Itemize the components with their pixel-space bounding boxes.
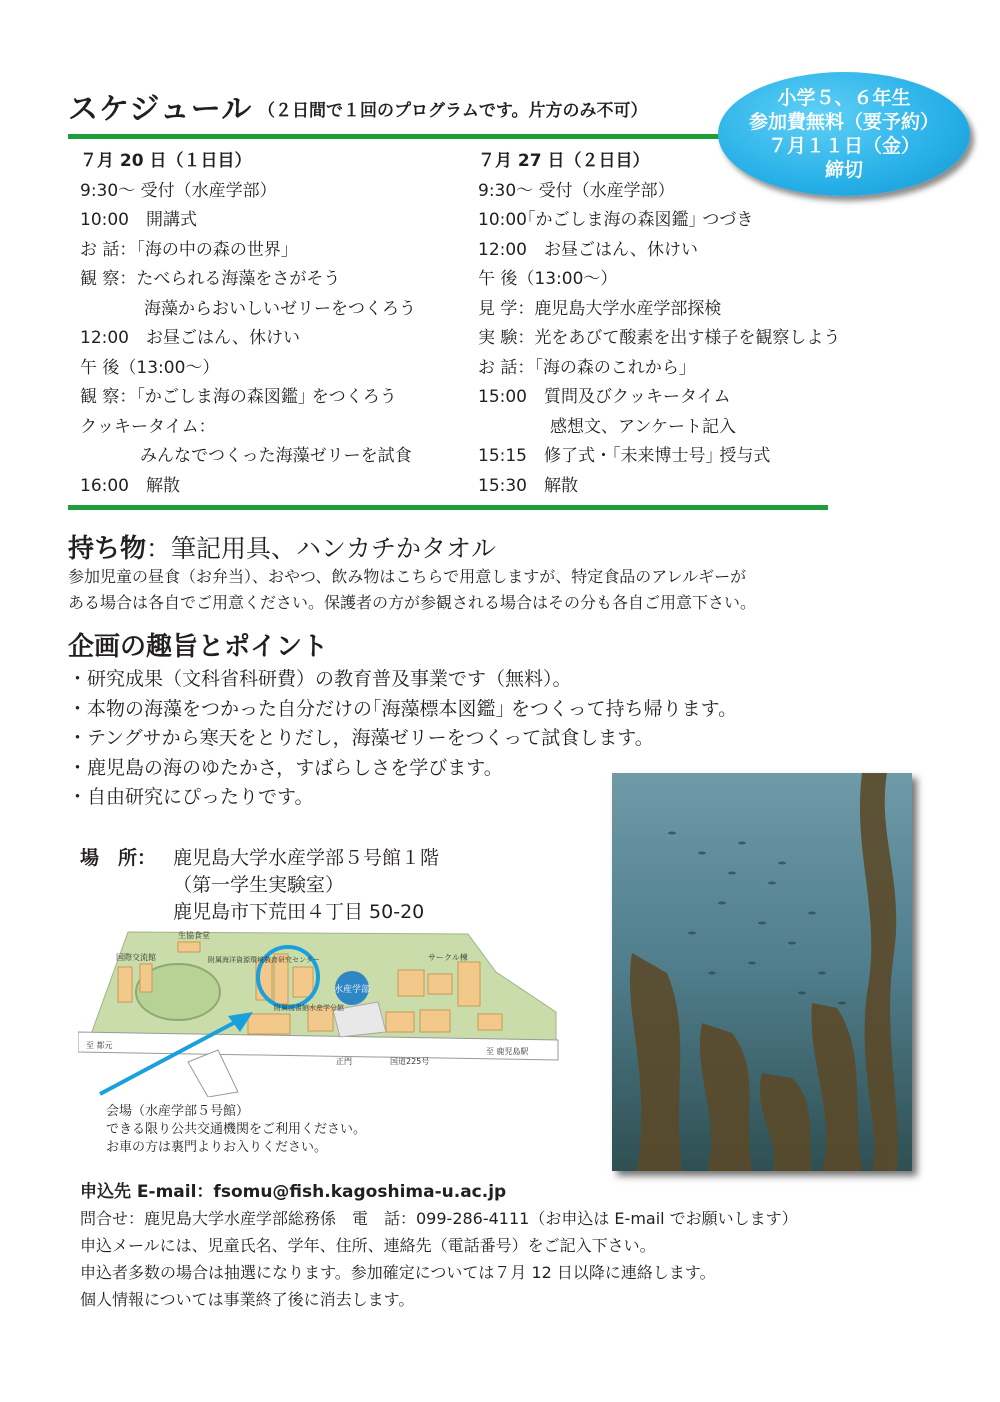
map-note: 会場（水産学部５号館） xyxy=(106,1104,250,1119)
schedule-note: （２日間で１回のプログラムです。片方のみ不可） xyxy=(258,101,648,121)
badge-line: 締切 xyxy=(824,159,863,181)
schedule-row: 9:30～ 受付（水産学部） xyxy=(80,180,277,201)
purpose-bullet: ・自由研究にぴったりです。 xyxy=(68,786,314,808)
map-notes xyxy=(106,1103,366,1157)
campus-map xyxy=(78,922,568,1097)
map-label-station: 至 鹿児島駅 xyxy=(486,1047,529,1056)
bottom-divider xyxy=(68,505,828,510)
schedule-row: 9:30～ 受付（水産学部） xyxy=(478,180,675,201)
map-label-annex: 附属図書館水産学分館 xyxy=(274,1004,344,1012)
schedule-row: 午 後（13:00～） xyxy=(478,269,618,289)
map-note: お車の方は裏門よりお入りください。 xyxy=(106,1140,328,1155)
contact-line: 個人情報については事業終了後に消去します。 xyxy=(80,1290,415,1309)
schedule-row: 15:30 解散 xyxy=(478,475,578,496)
schedule-row: 感想文、アンケート記入 xyxy=(550,416,736,437)
map-label-intl-hall: 国際交流館 xyxy=(116,953,156,962)
schedule-row: 10:00｢かごしま海の森図鑑｣ つづき xyxy=(478,210,754,230)
map-label-cafeteria: 生協食堂 xyxy=(178,931,210,940)
schedule-row: 15:15 修了式・｢未来博士号｣ 授与式 xyxy=(478,446,771,466)
purpose-bullet: ・テングサから寒天をとりだし，海藻ゼリーをつくって試食します。 xyxy=(68,727,654,749)
schedule-row: 16:00 解散 xyxy=(80,475,180,496)
schedule-row: お 話：｢海の森のこれから｣ xyxy=(478,357,688,378)
schedule-row: 12:00 お昼ごはん、休けい xyxy=(478,239,699,260)
schedule-row: みんなでつくった海藻ゼリーを試食 xyxy=(140,446,412,466)
badge-line: 参加費無料（要予約） xyxy=(748,111,939,133)
purpose-bullet: ・研究成果（文科省科研費）の教育普及事業です（無料）。 xyxy=(68,668,572,690)
schedule-row: 午 後（13:00～） xyxy=(80,357,220,378)
map-label-center: 附属海洋資源環境教育研究センター xyxy=(208,956,320,964)
belongings-heading xyxy=(68,528,496,565)
contact-info xyxy=(80,1205,798,1313)
day1-schedule xyxy=(80,147,416,501)
schedule-row: 実 験：光をあびて酸素を出す様子を観察しよう xyxy=(478,328,841,348)
map-note: できる限り公共交通機関をご利用ください。 xyxy=(106,1122,367,1137)
schedule-row: 観 察：たべられる海藻をさがそう xyxy=(80,269,341,289)
schedule-row: クッキータイム： xyxy=(80,416,216,437)
venue-block xyxy=(80,845,439,926)
purpose-bullet: ・本物の海藻をつかった自分だけの｢海藻標本図鑑｣ をつくって持ち帰ります。 xyxy=(68,697,738,720)
schedule-title: スケジュール xyxy=(68,92,253,127)
seaweed-photo xyxy=(612,773,912,1171)
belongings-line: 参加児童の昼食（お弁当）、おやつ、飲み物はこちらで用意しますが、特定食品のアレルギーが xyxy=(68,567,747,586)
purpose-title: 企画の趣旨とポイント xyxy=(68,632,329,662)
venue-label: 場 所： xyxy=(80,847,157,869)
schedule-row: 観 察：｢かごしま海の森図鑑｣ をつくろう xyxy=(80,387,397,407)
schedule-row: 見 学：鹿児島大学水産学部探検 xyxy=(478,298,722,319)
map-label-gate: 正門 xyxy=(336,1057,352,1066)
belongings-title: 持ち物 xyxy=(68,534,147,564)
venue-name: 鹿児島大学水産学部５号館１階 xyxy=(173,847,440,869)
schedule-row: 海藻からおいしいゼリーをつくろう xyxy=(144,298,416,319)
belongings-items: ：筆記用具、ハンカチかタオル xyxy=(146,534,497,563)
schedule-row: 10:00 開講式 xyxy=(80,210,197,230)
purpose-bullet: ・鹿児島の海のゆたかさ，すばらしさを学びます。 xyxy=(68,756,503,779)
badge-line: ７月１１日（金） xyxy=(767,135,920,157)
map-label-fisheries: 水産学部 xyxy=(333,985,371,995)
map-label-circle: サークル棟 xyxy=(428,953,468,962)
day1-heading: ７月 20 日（１日目） xyxy=(80,151,252,171)
contact-line: 申込者多数の場合は抽選になります。参加確定については７月 12 日以降に連絡します。 xyxy=(80,1263,716,1282)
venue-room: （第一学生実験室） xyxy=(173,874,345,896)
schedule-row: 15:00 質問及びクッキータイム xyxy=(478,387,731,407)
contact-line: 問合せ：鹿児島大学水産学部総務係 電 話：099-286-4111（お申込は E-mail でお願いします） xyxy=(80,1209,798,1228)
belongings-note xyxy=(68,564,756,616)
schedule-row: お 話：｢海の中の森の世界｣ xyxy=(80,239,290,260)
schedule-row: 12:00 お昼ごはん、休けい xyxy=(80,328,301,348)
application-email: 申込先 E-mail：fsomu@fish.kagoshima-u.ac.jp xyxy=(80,1182,507,1202)
badge-line: 小学５、６年生 xyxy=(777,87,911,109)
map-label-route: 国道225号 xyxy=(390,1057,430,1066)
map-label-tomo: 至 都元 xyxy=(86,1041,113,1050)
top-divider xyxy=(68,134,828,139)
day2-heading: ７月 27 日（２日目） xyxy=(478,151,650,171)
belongings-line: ある場合は各自でご用意ください。保護者の方が参観される場合はその分も各自ご用意下さい。 xyxy=(68,593,757,612)
contact-line: 申込メールには、児童氏名、学年、住所、連絡先（電話番号）をご記入下さい。 xyxy=(80,1236,656,1255)
day2-schedule xyxy=(478,147,840,501)
venue-address: 鹿児島市下荒田４丁目 50-20 xyxy=(173,901,425,923)
